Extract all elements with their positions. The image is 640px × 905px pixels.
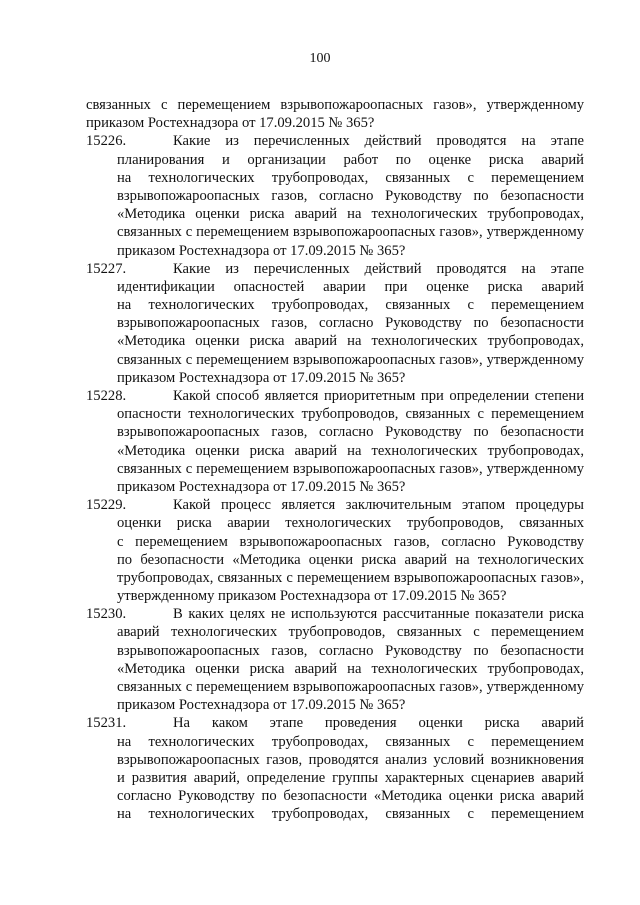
question-text-line: взрывопожароопасных газов, согласно Руководству по безопасности [117, 187, 584, 204]
question-text-line: Какие из перечисленных действий проводятся на этапе [173, 133, 584, 150]
question-number: 15229. [86, 497, 127, 514]
question-text-line: Какой способ является приоритетным при определении степени [173, 388, 584, 404]
question-15229 [86, 496, 584, 605]
question-text-line: Какой процесс является заключительным этапом процедуры [173, 497, 584, 514]
question-number: 15226. [86, 133, 127, 150]
question-15231 [86, 714, 584, 823]
question-text-line: по безопасности «Методика оценки риска аварий на технологических [117, 551, 584, 568]
question-text-line: На каком этапе проведения оценки риска аварий [173, 715, 584, 732]
question-text-line: приказом Ростехнадзора от 17.09.2015 № 365? [117, 369, 406, 386]
question-text-line: приказом Ростехнадзора от 17.09.2015 № 365? [117, 478, 406, 495]
question-15230 [86, 605, 584, 714]
question-number: 15228. [86, 388, 127, 404]
text-line: приказом Ростехнадзора от 17.09.2015 № 365? [86, 115, 375, 132]
question-text-line: связанных с перемещением взрывопожароопасных газов», утвержденному [117, 679, 584, 695]
question-text-line: и развития аварий, определение группы характерных сценариев аварий [117, 769, 584, 786]
question-text-line: планирования и организации работ по оценке риска аварий [117, 151, 584, 168]
question-15227 [86, 260, 584, 387]
question-first-row [86, 387, 584, 405]
question-text-line: оценки риска аварии технологических трубопроводов, связанных [117, 515, 584, 532]
question-text-line: приказом Ростехнадзора от 17.09.2015 № 365? [117, 697, 406, 714]
question-text-line: опасности технологических трубопроводов, связанных с перемещением [117, 406, 584, 423]
question-text-line: с перемещением взрывопожароопасных газов, согласно Руководству [117, 533, 584, 550]
question-text-line: связанных с перемещением взрывопожароопасных газов», утвержденному [117, 351, 584, 368]
question-first-row [86, 605, 584, 623]
question-text-line: «Методика оценки риска аварий на технологических трубопроводах, [117, 333, 584, 350]
question-number: 15227. [86, 260, 127, 277]
question-number: 15230. [86, 606, 127, 623]
question-first-row [86, 132, 584, 150]
question-text-line: на технологических трубопроводах, связанных с перемещением [117, 297, 584, 314]
question-text-line: связанных с перемещением взрывопожароопасных газов», утвержденному [117, 460, 584, 477]
question-text-line: на технологических трубопроводах, связанных с перемещением [117, 806, 584, 823]
question-text-line: В каких целях не используются рассчитанные показатели риска [173, 606, 584, 623]
question-first-row [86, 496, 584, 514]
question-text-line: связанных с перемещением взрывопожароопасных газов», утвержденному [117, 224, 584, 241]
question-text-line: идентификации опасностей аварии при оценке риска аварий [117, 278, 584, 295]
question-text-line: взрывопожароопасных газов, проводятся анализ условий возникновения [117, 751, 584, 768]
question-text-line: «Методика оценки риска аварий на технологических трубопроводах, [117, 660, 584, 677]
question-text-line: взрывопожароопасных газов, согласно Руководству по безопасности [117, 642, 584, 659]
question-text-line: взрывопожароопасных газов, согласно Руководству по безопасности [117, 315, 584, 332]
question-text-line: приказом Ростехнадзора от 17.09.2015 № 365? [117, 242, 406, 259]
question-text-line: аварий технологических трубопроводов, связанных с перемещением [117, 624, 584, 641]
question-text-line: на технологических трубопроводах, связанных с перемещением [117, 733, 584, 750]
question-number: 15231. [86, 715, 127, 732]
question-text-line: Какие из перечисленных действий проводятся на этапе [173, 260, 584, 277]
question-text-line: «Методика оценки риска аварий на технологических трубопроводах, [117, 442, 584, 459]
question-first-row [86, 260, 584, 278]
text-line: связанных с перемещением взрывопожароопасных газов», утвержденному [86, 97, 584, 113]
question-text-line: утвержденному приказом Ростехнадзора от 17.09.2015 № 365? [117, 588, 507, 605]
question-text-line: на технологических трубопроводах, связанных с перемещением [117, 169, 584, 186]
intro-paragraph [86, 96, 584, 132]
question-text-line: трубопроводах, связанных с перемещением взрывопожароопасных газов», [117, 569, 584, 586]
question-text-line: согласно Руководству по безопасности «Методика оценки риска аварий [117, 788, 584, 805]
document-body [86, 96, 584, 824]
question-15226 [86, 132, 584, 259]
page-number: 100 [309, 51, 331, 66]
question-15228 [86, 387, 584, 496]
question-text-line: «Методика оценки риска аварий на технологических трубопроводах, [117, 206, 584, 223]
question-text-line: взрывопожароопасных газов, согласно Руководству по безопасности [117, 424, 584, 441]
question-first-row [86, 714, 584, 732]
